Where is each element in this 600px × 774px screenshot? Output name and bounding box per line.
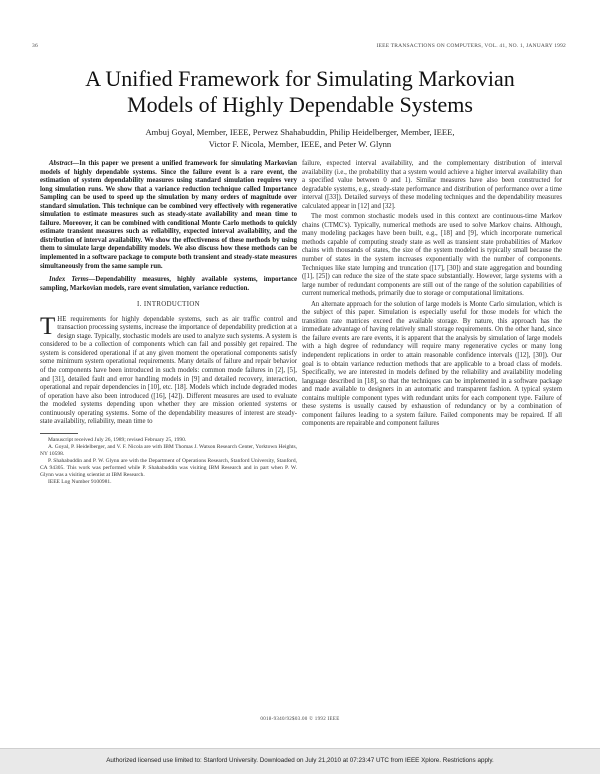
authorized-use-banner xyxy=(0,748,600,774)
paper-title-line-2: Models of Highly Dependable Systems xyxy=(127,92,473,117)
authors-line-1: Ambuj Goyal, Member, IEEE, Perwez Shahabuddin, Philip Heidelberger, Member, IEEE, xyxy=(145,127,455,137)
index-terms-label: Index Terms— xyxy=(49,276,96,284)
abstract-text: In this paper we present a unified framework for simulating Markovian models of highly dependable systems. Since the failure event is a rare event, the estimation of system dependability measures using standard simulation requires very long simulation runs. We show that a variance reduction technique called Importance Sampling can be used to speed up the simulation by many orders of magnitude over standard simulation. This technique can be combined very effectively with regenerative simulation to estimate measures such as steady-state availability and mean time to failure. Moreover, it can be combined with conditional Monte Carlo methods to quickly estimate transient measures such as reliability, expected interval availability, and the distribution of interval availability. We show the effectiveness of these methods by using them to simulate large dependability models. We also discuss how these methods can be implemented in a software package to compute both transient and steady-state measures simultaneously from the same sample run. xyxy=(40,160,297,270)
page-number: 36 xyxy=(32,43,38,49)
copyright-line: 0018-9340/92$03.00 © 1992 IEEE xyxy=(260,717,340,722)
drop-cap: T xyxy=(40,312,56,340)
left-column xyxy=(40,160,297,486)
authors-line-2: Victor F. Nicola, Member, IEEE, and Peter W. Glynn xyxy=(208,139,392,149)
right-paragraph-1: failure, expected interval availability, and the complementary distribution of interval availability (i.e., the probability that a system would achieve a higher interval availability than a specified value between 0 and 1). Similar measures have also been constructed for degradable systems, e.g., steady-state performance and distribution of performance over a time interval ([33]). Detailed surveys of these modeling techniques and the dependability measures calculated appear in [12] and [32]. xyxy=(302,160,562,210)
paper-title-line-1: A Unified Framework for Simulating Markovian xyxy=(85,66,515,91)
right-paragraph-3: An alternate approach for the solution of large models is Monte Carlo simulation, which is the subject of this paper. Simulation is especially useful for those models for which the transition rate matrices exceed the available storage. By nature, this approach has the immediate advantage of having relatively small storage requirements. On the other hand, since the failure events are rare events, it is apparent that the analysis by simulation of large models with a high degree of redundancy will require many regenerative cycles or many long independent replications in order to attain reasonable confidence intervals ([12], [30]). Our goal is to obtain variance reduction methods that are applicable to a broad class of models. Specifically, we are interested in models defined by the reliability and availability modeling language described in [18], so that the techniques can be implemented in a software package and made available to designers in an automatic and transparent fashion. A typical system contains multiple component types with redundant units for each component type. Failure of these systems is usually caused by exhaustion of redundancy or by a combination of component failures leading to a system failure. Failed components may be repaired. If all components are repairable and component failures xyxy=(302,300,562,428)
section-heading-introduction: I. INTRODUCTION xyxy=(136,301,200,309)
abstract-label: Abstract— xyxy=(49,160,80,167)
footnote-rule xyxy=(40,433,78,434)
index-terms-text: Dependability measures, highly available systems, importance sampling, Markovian models, rare event simulation, variance reduction. xyxy=(40,276,297,292)
footnote-affiliation-1: A. Goyal, P. Heidelberger, and V. F. Nicola are with IBM Thomas J. Watson Research Center, Yorktown Heights, NY 10598. xyxy=(40,443,297,457)
footnote-ieee-log: IEEE Log Number 9100981. xyxy=(48,478,112,485)
abstract xyxy=(40,160,297,271)
right-column xyxy=(302,160,562,431)
footnote-received: Manuscript received July 26, 1989; revised February 25, 1990. xyxy=(48,436,187,443)
right-paragraph-2: The most common stochastic models used in this context are continuous-time Markov chains (CTMC's). Typically, numerical methods are used to solve Markov chains. Although, many modeling packages have been built, e.g., [18] and [9], which incorporate numerical methods capable of computing steady state as well as transient state probabilities of Markov chains with thousands of states, the size of the system modeled is typically small because the number of states in the system increases exponentially with the number of components. Techniques like state lumping and truncation ([17], [30]) and state aggregation and bounding ([1], [25]) can reduce the size of the state space substantially. However, large systems with a large number of redundant components are still out of the range of the solution capabilities of current numerical methods, primarily due to storage or computational limitations. xyxy=(302,213,562,298)
introduction-paragraph xyxy=(40,312,297,427)
introduction-text: HE requirements for highly dependable systems, such as air traffic control and transaction processing systems, increase the importance of dependability prediction at a design stage. Typically, stochastic models are used to analyze such systems. A system is considered to be a collection of components which can fail and possibly get repaired. The system is considered operational if at any given moment the operational components satisfy some minimum system operational requirements. Many details of failure and repair behavior of the components have been introduced in such models: common mode failures in [2], [5], and [31], detailed fault and error handling models in [9] and detailed recovery, interaction, operational and repair dependencies in [10], etc. [18]. Models which include degraded modes of operation have also been introduced ([16], [42]). Different measures are used to evaluate the modeled systems depending upon whether they are mission oriented systems or continuously operating systems. Some of the dependability measures of interest are steady-state availability, reliability, mean time to xyxy=(40,315,297,426)
running-title: IEEE TRANSACTIONS ON COMPUTERS, VOL. 41, NO. 1, JANUARY 1992 xyxy=(376,43,566,49)
footnote-affiliation-2: P. Shahabuddin and P. W. Glynn are with the Department of Operations Research, Stanford University, Stanford, CA 94305. This work was performed while P. Shahabuddin was visiting IBM Research and in part when P. W. Glynn was a visiting scientist at IBM Research. xyxy=(40,457,297,478)
index-terms xyxy=(40,276,297,293)
authorized-use-notice: Authorized licensed use limited to: Stanford University. Downloaded on July 21,2010 at 07:23:47 UTC from IEEE Xplore. Restrictions apply. xyxy=(106,757,494,764)
